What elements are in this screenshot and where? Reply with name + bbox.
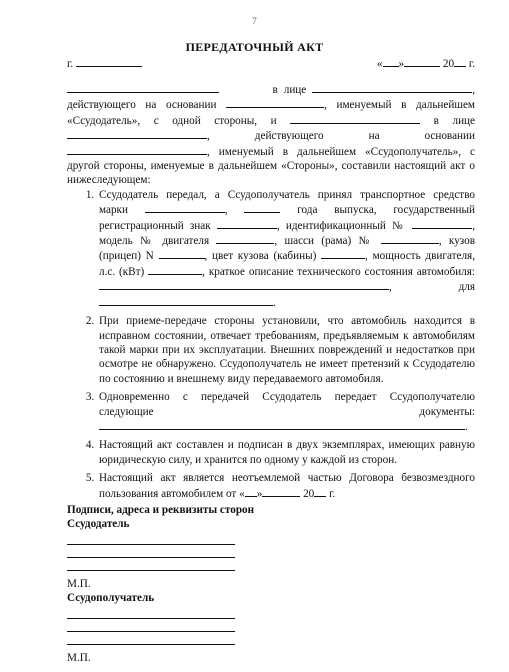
document-title: ПЕРЕДАТОЧНЫЙ АКТ bbox=[185, 40, 324, 54]
borrower-label: Ссудополучатель bbox=[67, 592, 155, 605]
document-body bbox=[67, 82, 475, 505]
signatures-block bbox=[67, 503, 475, 665]
page-number: 7 bbox=[252, 16, 257, 26]
signatures-heading: Подписи, адреса и реквизиты сторон bbox=[67, 504, 255, 516]
signature-line bbox=[67, 545, 235, 558]
list-item: 5. Настоящий акт является неотъемлемой частью Договора безвозмездного пользования автомобилем от « » 20 г. bbox=[97, 471, 475, 501]
signature-line bbox=[67, 558, 235, 571]
preamble: в лице , действующего на основании , именуемый в дальнейшем «Ссудодатель», с одной стороны, и в лице , действующего на основании , именуемый в дальнейшем «Ссудополучатель», с другой стороны, именуемые в дальнейшем «Стороны», составили настоящий акт о нижеследующем: bbox=[67, 84, 476, 187]
signature-line bbox=[67, 606, 235, 619]
date-field: « » 20 г. bbox=[376, 58, 475, 70]
signature-line bbox=[67, 532, 235, 545]
lender-label: Ссудодатель bbox=[67, 518, 130, 531]
list-item: 3. Одновременно с передачей Ссудодатель передает Ссудополучателю следующие документы: . bbox=[97, 390, 475, 434]
list-item: 2. При приеме-передаче стороны установили, что автомобиль находится в исправном состоянии, отвечает требованиям, предъявляемым к автомобилям такой марки при их эксплуатации. Внешних повреждений и недостатков при осмотре не обнаружено. Ссудополучатель не имеет претензий к Ссудодателю по состоянию и внешнему виду передаваемого автомобиля. bbox=[97, 314, 475, 386]
stamp-label: М.П. bbox=[67, 651, 91, 664]
stamp-label: М.П. bbox=[67, 577, 91, 590]
act-items bbox=[67, 188, 475, 501]
signature-line bbox=[67, 632, 235, 645]
list-item: 4. Настоящий акт составлен и подписан в двух экземплярах, имеющих равную юридическую силу, и хранится по одному у каждой из сторон. bbox=[97, 438, 475, 467]
list-item: 1. Ссудодатель передал, а Ссудополучатель принял транспортное средство марки , года выпуска, государственный регистрационный знак , идентификационный № , модель № двигателя , шасси (рама) № , кузов (прицеп) N , цвет кузова (кабины) , мощность двигателя, л.с. (кВт) , краткое описание технического состояния автомобиля: , для . bbox=[97, 188, 475, 310]
signature-line bbox=[67, 619, 235, 632]
city-field: г. bbox=[67, 56, 142, 70]
header-line bbox=[67, 56, 475, 70]
